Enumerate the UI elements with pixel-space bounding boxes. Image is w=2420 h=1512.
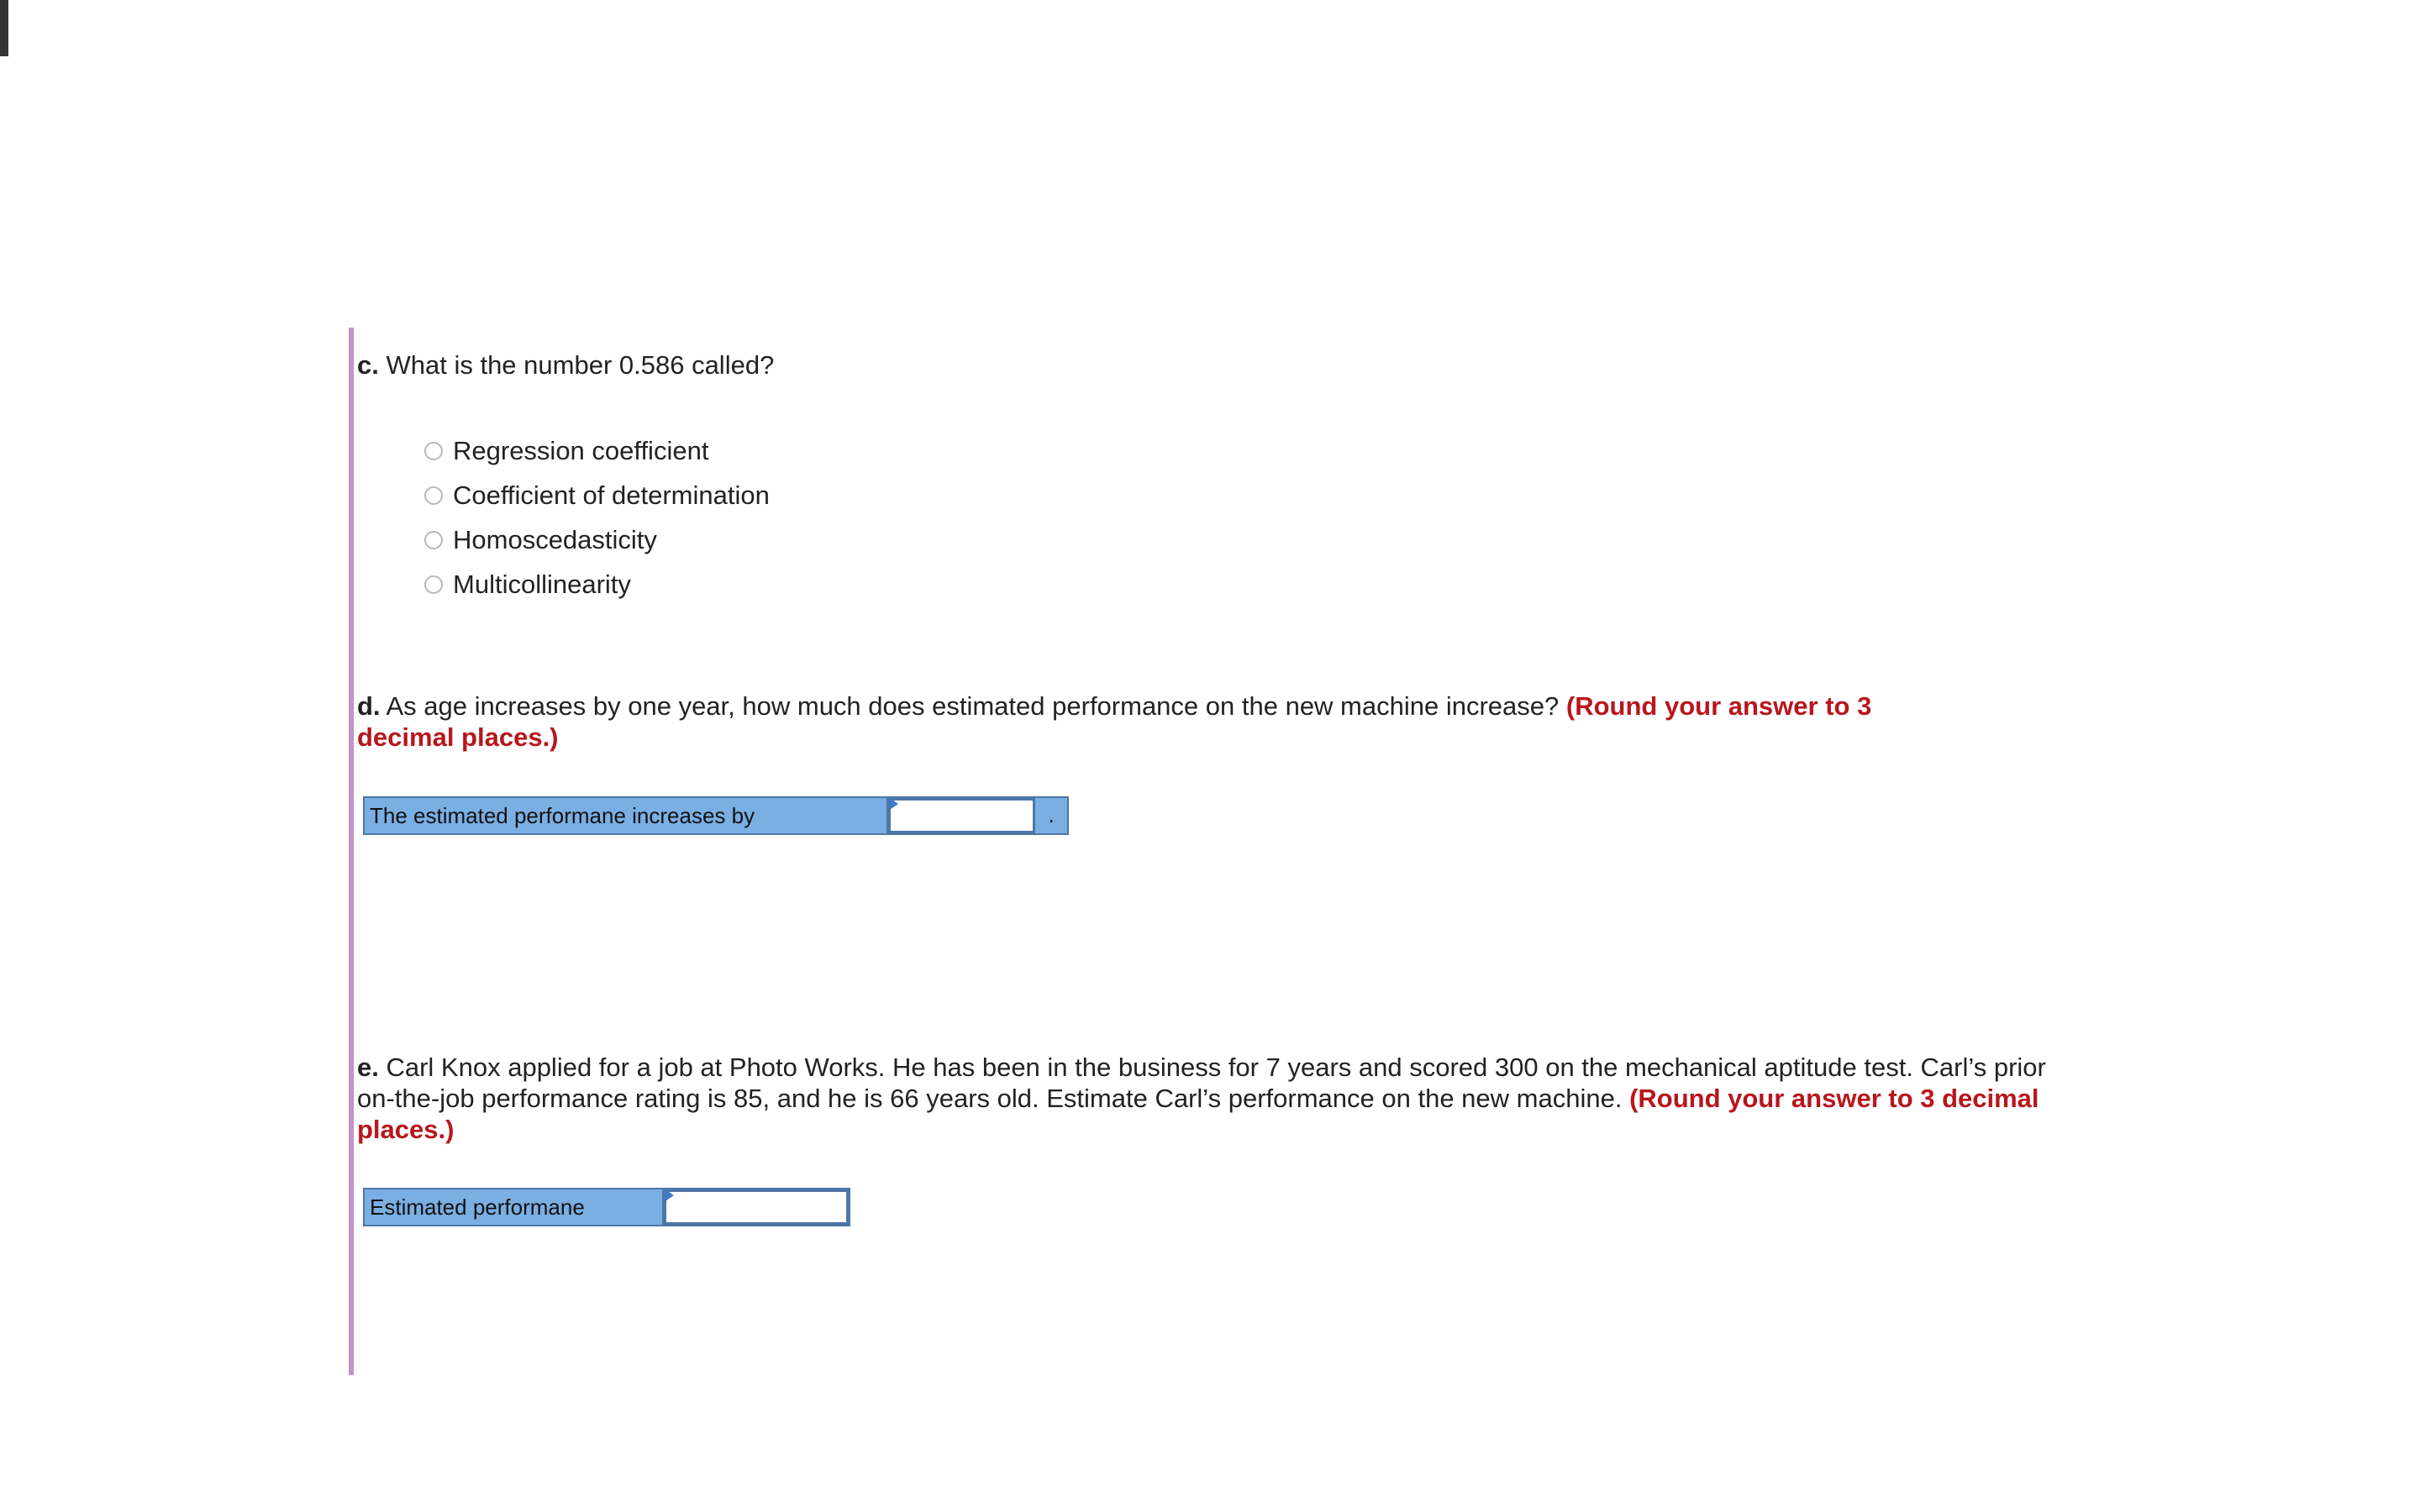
- option-label: Multicollinearity: [453, 570, 631, 599]
- flag-marker-icon: [666, 1189, 674, 1201]
- question-d-answer-label: The estimated performane increases by: [365, 798, 888, 833]
- window-corner-mark: [0, 0, 8, 56]
- question-e-answer-label: Estimated performane: [365, 1189, 664, 1225]
- option-label: Homoscedasticity: [453, 525, 657, 554]
- radio-button-icon[interactable]: [424, 531, 443, 549]
- question-c-text: What is the number 0.586 called?: [386, 350, 775, 380]
- radio-button-icon[interactable]: [424, 575, 443, 594]
- question-d-answer-cell: [888, 798, 1035, 833]
- question-e-letter: e.: [357, 1053, 379, 1082]
- option-label: Coefficient of determination: [453, 480, 770, 510]
- question-d-letter: d.: [357, 691, 381, 721]
- question-d-prompt: [357, 690, 1937, 753]
- question-d-rounding-hint: (Round your answer to 3 decimal places.): [357, 691, 1872, 752]
- flag-marker-icon: [890, 798, 898, 810]
- option-coefficient-of-determination[interactable]: [424, 479, 770, 512]
- question-e-answer-cell: [664, 1189, 849, 1225]
- question-d-answer-input[interactable]: [891, 801, 1033, 831]
- question-e-prompt: [357, 1052, 2054, 1145]
- question-e-answer-input[interactable]: [666, 1192, 846, 1222]
- question-e-text: Carl Knox applied for a job at Photo Works. He has been in the business for 7 years and scored 300 on the mechanical aptitude test. Carl’s prior on-the-job performance rating is 85, and he is 66 years old. Estimate Carl’s performance on the new machine.: [357, 1053, 2046, 1113]
- option-homoscedasticity[interactable]: [424, 523, 657, 557]
- question-e-answer-row: [363, 1188, 850, 1226]
- question-c-letter: c.: [357, 350, 379, 380]
- option-label: Regression coefficient: [453, 436, 709, 465]
- option-multicollinearity[interactable]: [424, 568, 631, 601]
- radio-button-icon[interactable]: [424, 486, 443, 505]
- question-panel-border: [349, 328, 354, 1375]
- question-c-prompt: [357, 349, 2038, 381]
- question-d-text: As age increases by one year, how much does estimated performance on the new machine increase?: [386, 691, 1560, 721]
- question-d-answer-suffix: .: [1048, 802, 1055, 827]
- option-regression-coefficient[interactable]: [424, 434, 708, 468]
- radio-button-icon[interactable]: [424, 442, 443, 460]
- question-e-rounding-hint: (Round your answer to 3 decimal places.): [357, 1084, 2039, 1144]
- question-d-answer-row: [363, 796, 1069, 835]
